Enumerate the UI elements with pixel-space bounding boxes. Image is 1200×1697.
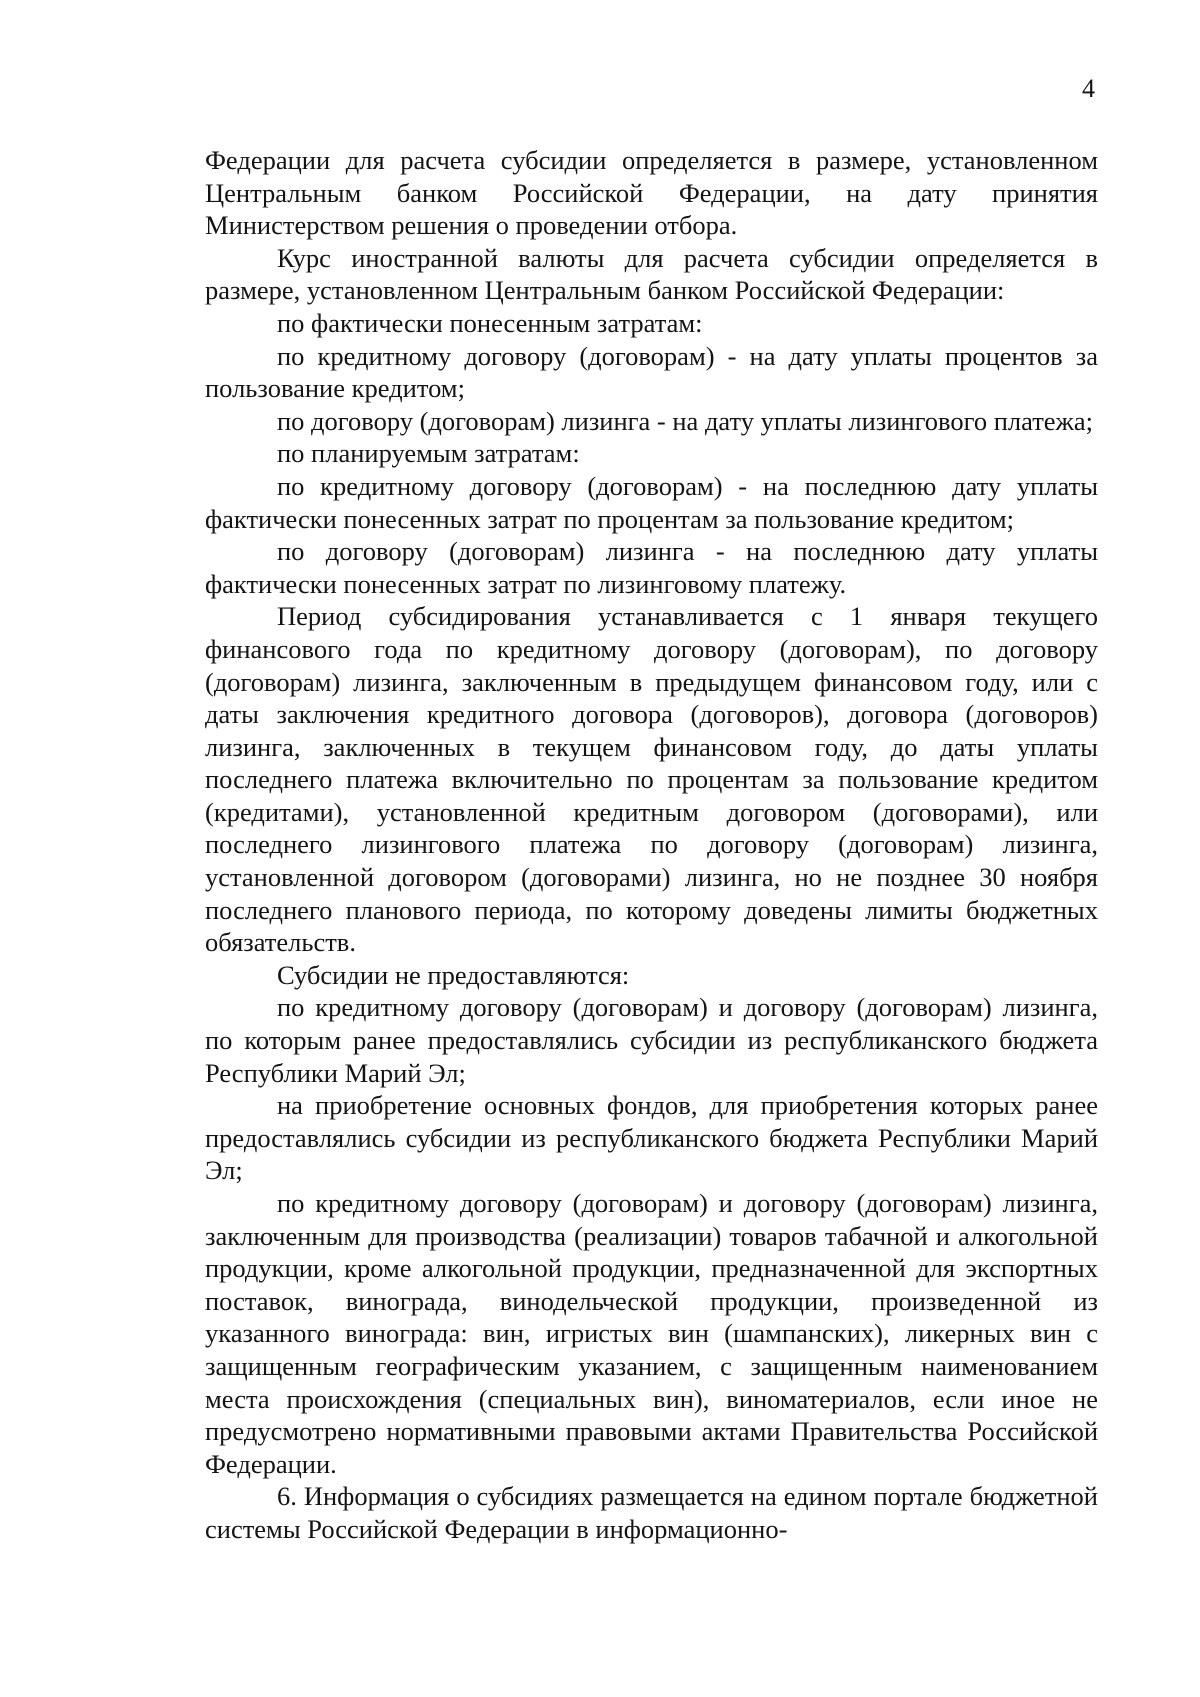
paragraph-planned-costs: по планируемым затратам: [277, 438, 580, 469]
paragraph-planned-leasing: по договору (договорам) лизинга - на последнюю дату уплаты фактически понесенных затрат по лизинговому платежу. [205, 536, 1098, 599]
paragraph-subsidy-period: Период субсидирования устанавливается с 1 января текущего финансового года по кредитному договору (договорам), по договору (договорам) лизинга, заключенным в предыдущем финансовом году, или с даты заключения кредитного договора (договоров), договора (договоров) лизинга, заключенных в текущем финансовом году, до даты уплаты последнего платежа включительно по процентам за пользование кредитом (кредитами), установленной кредитным договором (договорами), или последнего лизингового платежа по договору (договорам) лизинга, установленной договором (договорами) лизинга, но не позднее 30 ноября последнего планового периода, по которому доведены лимиты бюджетных обязательств. [205, 601, 1098, 958]
paragraph-exclusion-tobacco-alcohol: по кредитному договору (договорам) и договору (договорам) лизинга, заключенным для производства (реализации) товаров табачной и алкогольной продукции, кроме алкогольной продукции, предназначенной для экспортных поставок, винограда, винодельческой продукции, произведенной из указанного винограда: вин, игристых вин (шампанских), ликерных вин с защищенным географическим указанием, с защищенным наименованием места происхождения (специальных вин), виноматериалов, если иное не предусмотрено нормативными правовыми актами Правительства Российской Федерации. [205, 1188, 1098, 1479]
paragraph-continuation: Федерации для расчета субсидии определяется в размере, установленном Центральным банком Российской Федерации, на дату принятия Министерством решения о проведении отбора. [205, 145, 1098, 241]
paragraph-exclusion-fixed-assets: на приобретение основных фондов, для приобретения которых ранее предоставлялись субсидии из республиканского бюджета Республики Марий Эл; [205, 1090, 1098, 1186]
page-number: 4 [1082, 74, 1095, 103]
paragraph-actual-leasing: по договору (договорам) лизинга - на дату уплаты лизингового платежа; [277, 405, 1093, 436]
paragraph-not-provided: Субсидии не предоставляются: [277, 959, 630, 990]
document-body [205, 144, 1098, 1546]
paragraph-exclusion-previous: по кредитному договору (договорам) и договору (договорам) лизинга, по которым ранее предоставлялись субсидии из республиканского бюджета Республики Марий Эл; [205, 992, 1098, 1088]
paragraph-exchange-rate: Курс иностранной валюты для расчета субсидии определяется в размере, установленном Центральным банком Российской Федерации: [205, 242, 1098, 306]
paragraph-actual-credit: по кредитному договору (договорам) - на дату уплаты процентов за пользование кредитом; [205, 340, 1098, 404]
paragraph-planned-credit: по кредитному договору (договорам) - на последнюю дату уплаты фактически понесенных затрат по процентам за пользование кредитом; [205, 470, 1098, 534]
paragraph-item-6: 6. Информация о субсидиях размещается на едином портале бюджетной системы Российской Федерации в информационно- [205, 1481, 1098, 1544]
paragraph-actual-costs: по фактически понесенным затратам: [277, 307, 703, 338]
